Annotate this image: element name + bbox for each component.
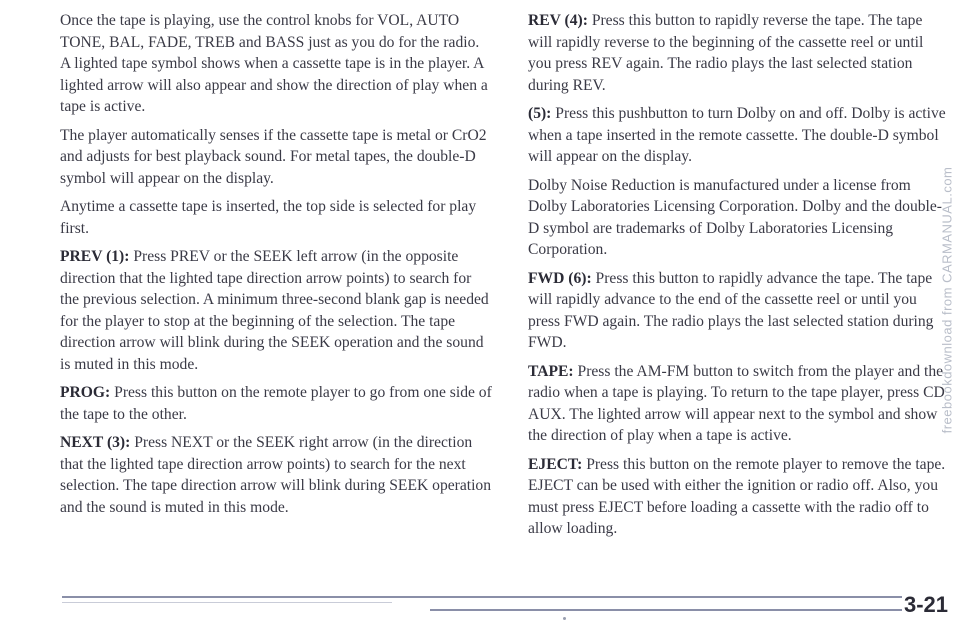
term-prog: PROG: [60, 384, 111, 401]
term-tape: TAPE: [528, 362, 574, 380]
text-next: Press NEXT or the SEEK right arrow (in the direction that the lighted tape direction arrow points) to search for the next selection. The tape direction arrow will blink during SEEK operation and the sound is muted in this mode. [60, 434, 492, 516]
text-prev: Press PREV or the SEEK left arrow (in the opposite direction that the lighted tape direction arrow points) to search for the previous selection. A minimum three-second blank gap is needed for the player to stop at the beginning of the selection. The tape direction arrow will blink during the SEEK operation and the sound is muted in this mode. [60, 248, 489, 373]
term-eject: EJECT: [528, 455, 583, 473]
right-column [528, 10, 946, 547]
text-eject: Press this button on the remote player to remove the tape. EJECT can be used with either the ignition or radio off. Also, you must press EJECT before loading a cassette with the radio off to allow loading. [528, 455, 946, 537]
text-rev: Press this button to rapidly reverse the tape. The tape will rapidly reverse to the beginning of the cassette reel or until you press REV again. The radio plays the last selected station during REV. [528, 12, 924, 94]
paragraph-tape [528, 361, 946, 447]
watermark-text: freebookdownload from CARMANUAL.com [939, 166, 955, 434]
footer-dot [563, 617, 566, 620]
text-dolby: Press this pushbutton to turn Dolby on and off. Dolby is active when a tape inserted in the remote cassette. The double-D symbol will appear on the display. [528, 105, 946, 165]
term-dolby: (5): [528, 105, 552, 122]
paragraph-fwd [528, 268, 946, 354]
paragraph-prev [60, 246, 492, 375]
term-rev: REV (4): [528, 12, 588, 29]
paragraph-eject [528, 454, 946, 540]
term-next: NEXT (3): [60, 434, 131, 451]
paragraph-top-side: Anytime a cassette tape is inserted, the top side is selected for play first. [60, 198, 477, 237]
text-tape: Press the AM-FM button to switch from the player and the radio when a tape is playing. To return to the tape player, press CD AUX. The lighted arrow will appear next to the symbol and show the direction of play when a tape is active. [528, 362, 945, 444]
paragraph-metal-tape: The player automatically senses if the cassette tape is metal or CrO2 and adjusts for best playback sound. For metal tapes, the double-D symbol will appear on the display. [60, 126, 487, 187]
footer-rule-thin [62, 602, 392, 603]
text-prog: Press this button on the remote player to go from one side of the tape to the other. [60, 384, 492, 423]
footer-rule [62, 596, 902, 598]
watermark [936, 20, 958, 580]
term-fwd: FWD (6): [528, 269, 592, 287]
left-column [60, 10, 492, 525]
paragraph-next [60, 432, 492, 518]
text-fwd: Press this button to rapidly advance the tape. The tape will rapidly advance to the end of the cassette reel or until you press FWD again. The radio plays the last selected station during FWD. [528, 269, 934, 351]
paragraph-dolby-note: Dolby Noise Reduction is manufactured under a license from Dolby Laboratories Licensing Corporation. Dolby and the double-D symbol are trademarks of Dolby Laboratories Licensing Corporation. [528, 176, 943, 258]
term-prev: PREV (1): [60, 248, 130, 265]
page-number: 3-21 [903, 592, 948, 617]
paragraph-tape-playing: Once the tape is playing, use the control knobs for VOL, AUTO TONE, BAL, FADE, TREB and BASS just as you do for the radio. A lighted tape symbol shows when a cassette tape is in the player. A lighted arrow will also appear and show the direction of play when a tape is active. [60, 12, 488, 115]
footer-rule-lower [430, 609, 902, 611]
paragraph-dolby [528, 103, 946, 168]
paragraph-prog [60, 382, 492, 425]
paragraph-rev [528, 10, 946, 96]
